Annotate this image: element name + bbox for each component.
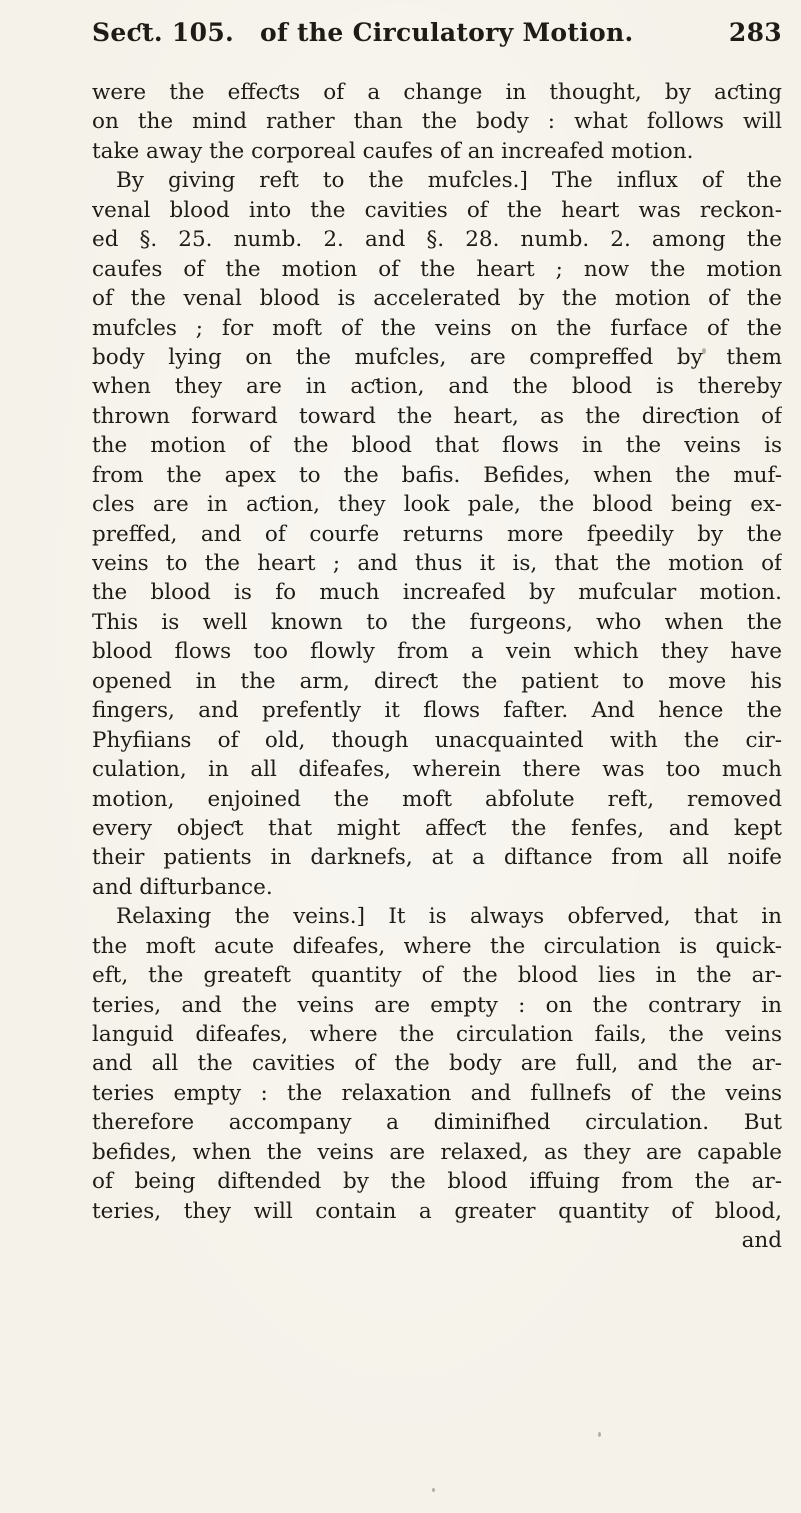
text-line: on the mind rather than the body : what follows will	[92, 109, 782, 135]
text-line: of the venal blood is accelerated by the motion of the	[92, 286, 782, 312]
text-line: mufcles ; for moft of the veins on the furface of the	[92, 315, 782, 341]
text-line: therefore accompany a diminifhed circulation. But	[92, 1110, 782, 1136]
text-line: languid difeafes, where the circulation fails, the veins	[92, 1022, 782, 1047]
section-number: Seƈt. 105.	[92, 18, 235, 47]
text-line: caufes of the motion of the heart ; now the motion	[92, 256, 782, 282]
text-line: opened in the arm, direƈt the patient to move his	[92, 668, 782, 694]
text-line: venal blood into the cavities of the heart was reckon-	[92, 197, 782, 223]
text-line: their patients in darknefs, at a diftance from all noife	[92, 845, 782, 871]
text-line: befides, when the veins are relaxed, as they are capable	[92, 1139, 782, 1165]
paper-speck	[702, 348, 706, 354]
text-line: the motion of the blood that flows in the veins is	[92, 433, 782, 459]
text-line: and difturbance.	[92, 874, 273, 900]
text-line: cles are in aƈtion, they look pale, the blood being ex-	[92, 492, 782, 518]
text-line: the blood is fo much increafed by mufcular motion.	[92, 580, 782, 606]
text-line: preffed, and of courfe returns more fpeedily by the	[92, 521, 782, 547]
text-line: ed §. 25. numb. 2. and §. 28. numb. 2. among the	[92, 227, 782, 253]
text-line: body lying on the mufcles, are compreffed by them	[92, 344, 782, 370]
text-line: eft, the greateft quantity of the blood lies in the ar-	[92, 963, 782, 989]
text-line: were the effeƈts of a change in thought, by aƈting	[92, 80, 782, 105]
text-line: Phyfiians of old, though unacquainted with the cir-	[92, 727, 782, 753]
text-line: every objeƈt that might affeƈt the fenfes, and kept	[92, 815, 782, 841]
text-line: motion, enjoined the moft abfolute reft, removed	[92, 786, 782, 812]
running-title: of the Circulatory Motion.	[260, 18, 634, 47]
paragraph-first-line: By giving reft to the mufcles.] The influx of the	[116, 168, 782, 194]
text-line: and all the cavities of the body are full, and the ar-	[92, 1051, 782, 1077]
text-line: when they are in aƈtion, and the blood is thereby	[92, 374, 782, 400]
text-line: fingers, and prefently it flows fafter. And hence the	[92, 698, 782, 724]
paper-speck	[598, 1432, 601, 1437]
body-text	[92, 78, 782, 1256]
text-line: from the apex to the bafis. Befides, when the muf-	[92, 462, 782, 488]
running-header	[92, 18, 782, 66]
text-line: teries, they will contain a greater quantity of blood,	[92, 1198, 782, 1224]
text-line: take away the corporeal caufes of an increafed motion.	[92, 138, 694, 164]
text-line: This is well known to the furgeons, who when the	[92, 609, 782, 635]
text-line: of being diftended by the blood iffuing from the ar-	[92, 1169, 782, 1195]
text-line: teries, and the veins are empty : on the contrary in	[92, 992, 782, 1018]
text-line: culation, in all difeafes, wherein there was too much	[92, 757, 782, 783]
text-line: veins to the heart ; and thus it is, that the motion of	[92, 551, 782, 576]
paragraph-first-line: Relaxing the veins.] It is always obferved, that in	[116, 904, 782, 930]
text-line: blood flows too flowly from a vein which they have	[92, 639, 782, 665]
text-line: thrown forward toward the heart, as the direƈtion of	[92, 403, 782, 429]
catchword: and	[741, 1228, 782, 1254]
paper-speck	[432, 1488, 435, 1492]
text-line: the moft acute difeafes, where the circulation is quick-	[92, 933, 782, 959]
text-line: teries empty : the relaxation and fullnefs of the veins	[92, 1080, 782, 1106]
page-number: 283	[728, 18, 782, 47]
